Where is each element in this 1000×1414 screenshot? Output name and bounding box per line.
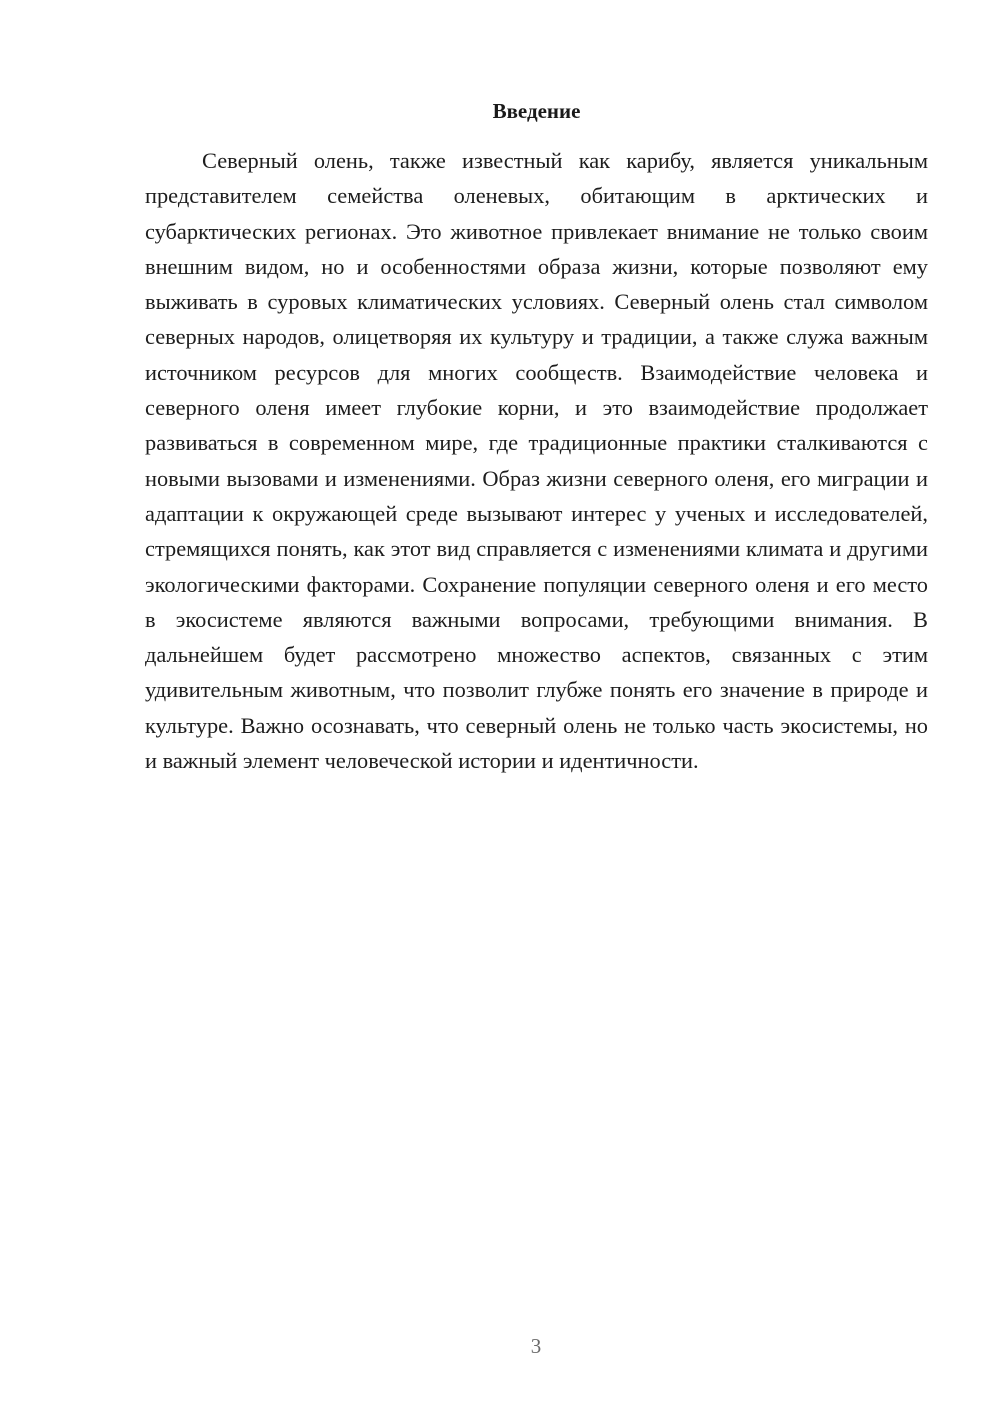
section-heading: Введение — [492, 99, 581, 123]
page-number: 3 — [530, 1334, 542, 1358]
body-paragraph: Северный олень, также известный как карибу, является уникальным представителем семейства оленевых, обитающим в арктических и субарктических регионах. Это животное привлекает внимание не только своим внешним видом, но и особенностями образа жизни, которые позволяют ему выживать в суровых климатических условиях. Северный олень стал символом северных народов, олицетворяя их культуру и традиции, а также служа важным источником ресурсов для многих сообществ. Взаимодействие человека и северного оленя имеет глубокие корни, и это взаимодействие продолжает развиваться в современном мире, где традиционные практики сталкиваются с новыми вызовами и изменениями. Образ жизни северного оленя, его миграции и адаптации к окружающей среде вызывают интерес у ученых и исследователей, стремящихся понять, как этот вид справляется с изменениями климата и другими экологическими факторами. Сохранение популяции северного оленя и его место в экосистеме являются важными вопросами, требующими внимания. В дальнейшем будет рассмотрено множество аспектов, связанных с этим удивительным животным, что позволит глубже понять его значение в природе и культуре. Важно осознавать, что северный олень не только часть экосистемы, но и важный элемент человеческой истории и идентичности. — [145, 148, 928, 774]
